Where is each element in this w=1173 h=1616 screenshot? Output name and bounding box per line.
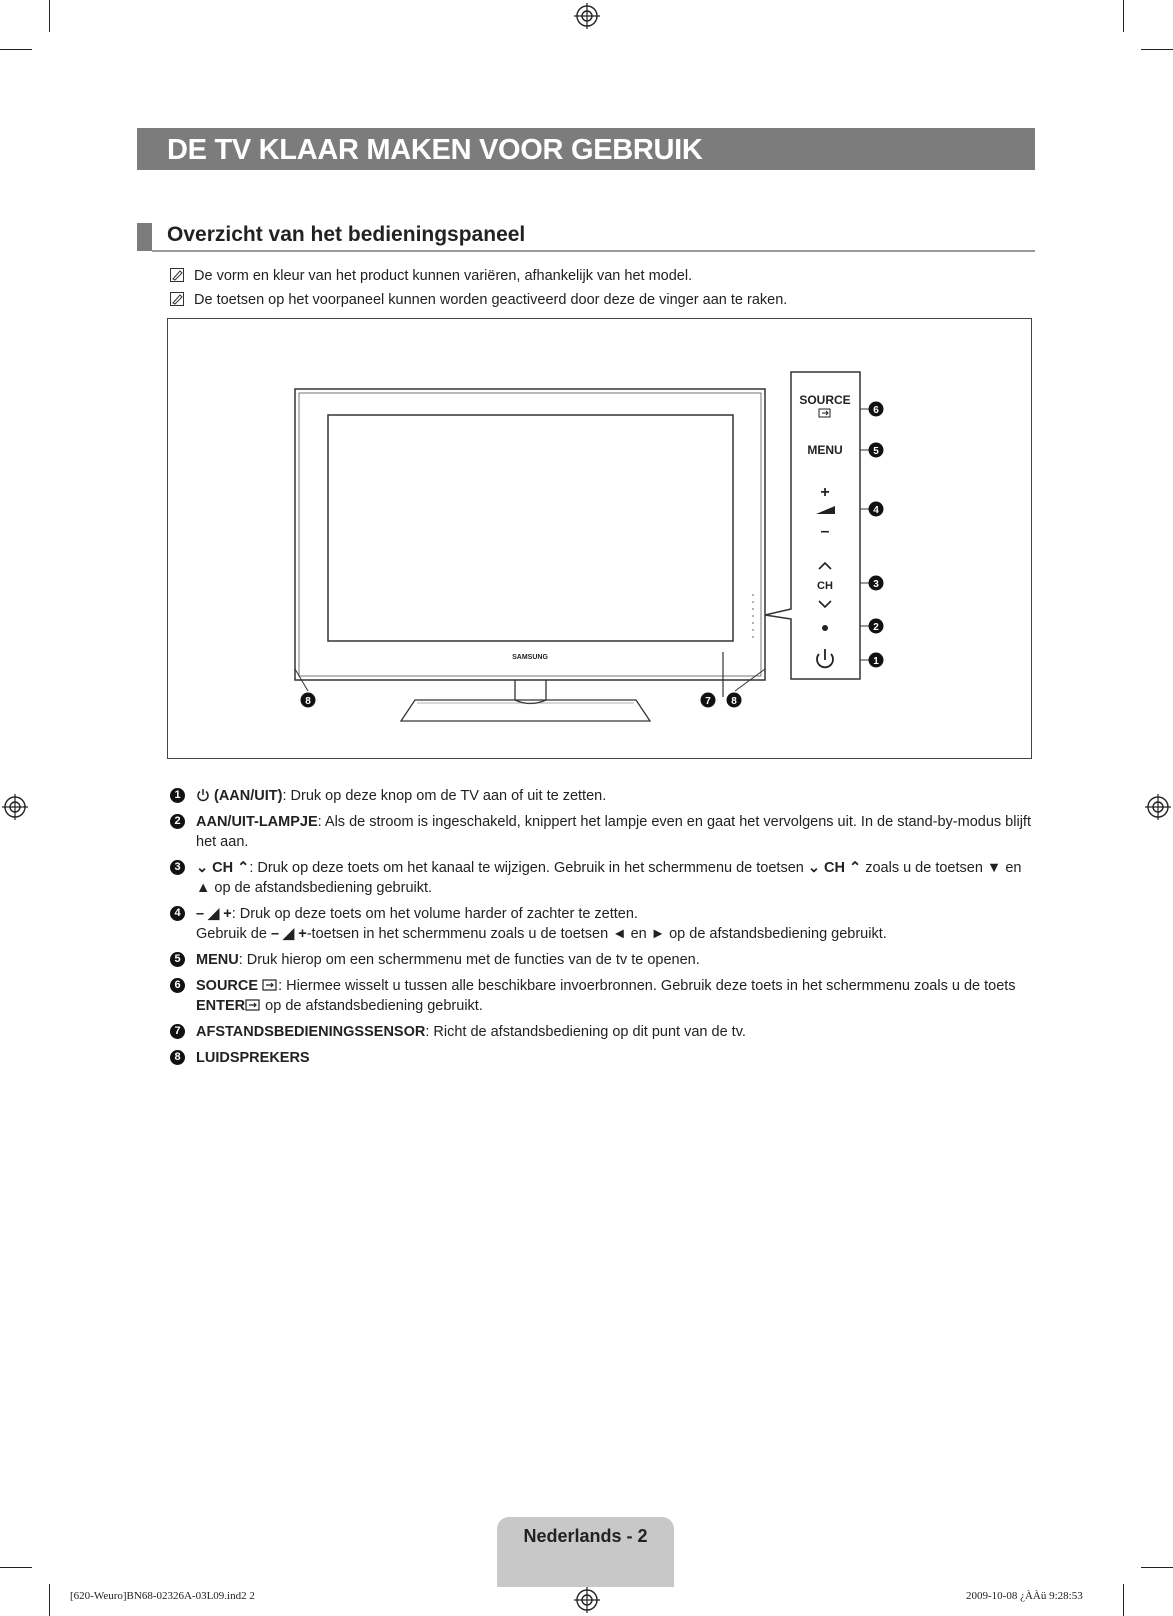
note-icon [170, 292, 184, 306]
item-text: Gebruik de [196, 926, 271, 942]
svg-text:3: 3 [873, 579, 879, 590]
crop-mark [1141, 49, 1173, 50]
page-title: DE TV KLAAR MAKEN VOOR GEBRUIK [167, 134, 703, 166]
crop-mark [49, 1584, 50, 1616]
volume-icon [816, 506, 835, 514]
source-label: SOURCE [799, 393, 851, 407]
enter-icon [245, 999, 261, 1011]
volume-symbol: – ◢ + [270, 926, 307, 942]
volume-plus: + [820, 484, 830, 501]
svg-text:2: 2 [873, 622, 879, 633]
tv-screen [328, 415, 733, 641]
registration-mark-icon [2, 794, 28, 820]
power-icon [196, 788, 210, 802]
item-number: 3 [170, 860, 185, 875]
crop-mark [1141, 1567, 1173, 1568]
item-text: : Richt de afstandsbediening op dit punt van de tv. [425, 1024, 746, 1040]
svg-text:8: 8 [305, 696, 311, 707]
volume-symbol: – ◢ + [196, 906, 232, 922]
svg-text:1: 1 [873, 656, 879, 667]
list-item [170, 904, 1036, 944]
item-text: : Druk op deze knop om de TV aan of uit te zetten. [282, 788, 607, 804]
item-label: ENTER [196, 998, 246, 1014]
item-text: : Hiermee wisselt u tussen alle beschikbare invoerbronnen. Gebruik deze toets in het schermmenu zoals u de toets [278, 978, 1016, 994]
section-divider [152, 250, 1035, 252]
ch-up-icon [819, 563, 831, 569]
list-item [170, 786, 1036, 806]
list-item [170, 812, 1036, 852]
item-text: -toetsen in het schermmenu zoals u de toetsen ◄ en ► op de afstandsbediening gebruikt. [306, 926, 887, 942]
item-label: AAN/UIT-LAMPJE [196, 814, 318, 830]
control-panel-figure [167, 318, 1032, 759]
svg-text:4: 4 [873, 505, 879, 516]
item-text: : Druk hierop om een schermmenu met de functies van de tv te openen. [238, 952, 700, 968]
list-item [170, 950, 1036, 970]
menu-label: MENU [807, 443, 843, 457]
print-slug-left: [620-Weuro]BN68-02326A-03L09.ind2 2 [70, 1590, 255, 1602]
item-text: : Druk op deze toets om het volume harder of zachter te zetten. [231, 906, 638, 922]
item-label: (AAN/UIT) [214, 788, 283, 804]
item-number: 4 [170, 906, 185, 921]
item-label: AFSTANDSBEDIENINGSSENSOR [196, 1024, 426, 1040]
page-title-bar [137, 128, 1035, 170]
section-title: Overzicht van het bedieningspaneel [167, 223, 526, 246]
print-slug-right: 2009-10-08 ¿ÀÀü 9:28:53 [966, 1590, 1083, 1602]
item-text: : Als de stroom is ingeschakeld, knippert het lampje even en gaat het vervolgens uit. In de stand-by-modus blijft het aan. [196, 814, 1031, 850]
note-icon [170, 268, 184, 282]
item-number: 7 [170, 1024, 185, 1039]
registration-mark-icon [574, 3, 600, 29]
item-label: SOURCE [196, 978, 259, 994]
ch-symbol: ⌄ CH ⌃ [196, 860, 250, 876]
panel-zoom [765, 372, 860, 679]
tv-illustration [168, 319, 1031, 758]
list-item [170, 976, 1036, 1016]
list-item [170, 858, 1036, 898]
svg-text:8: 8 [731, 696, 737, 707]
item-number: 2 [170, 814, 185, 829]
ch-symbol: ⌄ CH ⌃ [807, 860, 862, 876]
section-marker [137, 223, 152, 251]
item-text: : Druk op deze toets om het kanaal te wijzigen. Gebruik in het schermmenu de toetsen [249, 860, 808, 876]
volume-minus: – [820, 523, 830, 540]
crop-mark [0, 49, 32, 50]
crop-mark [49, 0, 50, 32]
svg-text:6: 6 [873, 405, 879, 416]
note-text: De vorm en kleur van het product kunnen variëren, afhankelijk van het model. [194, 268, 693, 284]
description-list [170, 786, 1036, 1074]
tv-bezel [295, 389, 765, 680]
item-number: 8 [170, 1050, 185, 1065]
page-number: Nederlands - 2 [523, 1526, 648, 1546]
item-label: MENU [196, 952, 239, 968]
crop-mark [0, 1567, 32, 1568]
registration-mark-icon [1145, 794, 1171, 820]
item-label: LUIDSPREKERS [196, 1050, 310, 1066]
brand-logo: SAMSUNG [512, 654, 548, 661]
ch-label: CH [817, 580, 833, 592]
note-1 [170, 268, 692, 284]
svg-text:7: 7 [705, 696, 711, 707]
note-text: De toetsen op het voorpaneel kunnen worden geactiveerd door deze de vinger aan te raken. [194, 292, 788, 308]
crop-mark [1123, 0, 1124, 32]
item-number: 1 [170, 788, 185, 803]
item-number: 5 [170, 952, 185, 967]
list-item [170, 1048, 1036, 1068]
tv-bezel-inner [299, 393, 761, 676]
crop-mark [1123, 1584, 1124, 1616]
note-2 [170, 292, 787, 308]
power-led [822, 625, 828, 631]
item-number: 6 [170, 978, 185, 993]
svg-text:5: 5 [873, 446, 879, 457]
registration-mark-icon [574, 1587, 600, 1613]
item-text: op de afstandsbediening gebruikt. [261, 998, 483, 1014]
source-icon [262, 979, 278, 991]
list-item [170, 1022, 1036, 1042]
item-text: zoals u de toetsen ▼ en ▲ op de afstandsbediening gebruikt. [196, 860, 1022, 896]
ch-down-icon [819, 601, 831, 607]
